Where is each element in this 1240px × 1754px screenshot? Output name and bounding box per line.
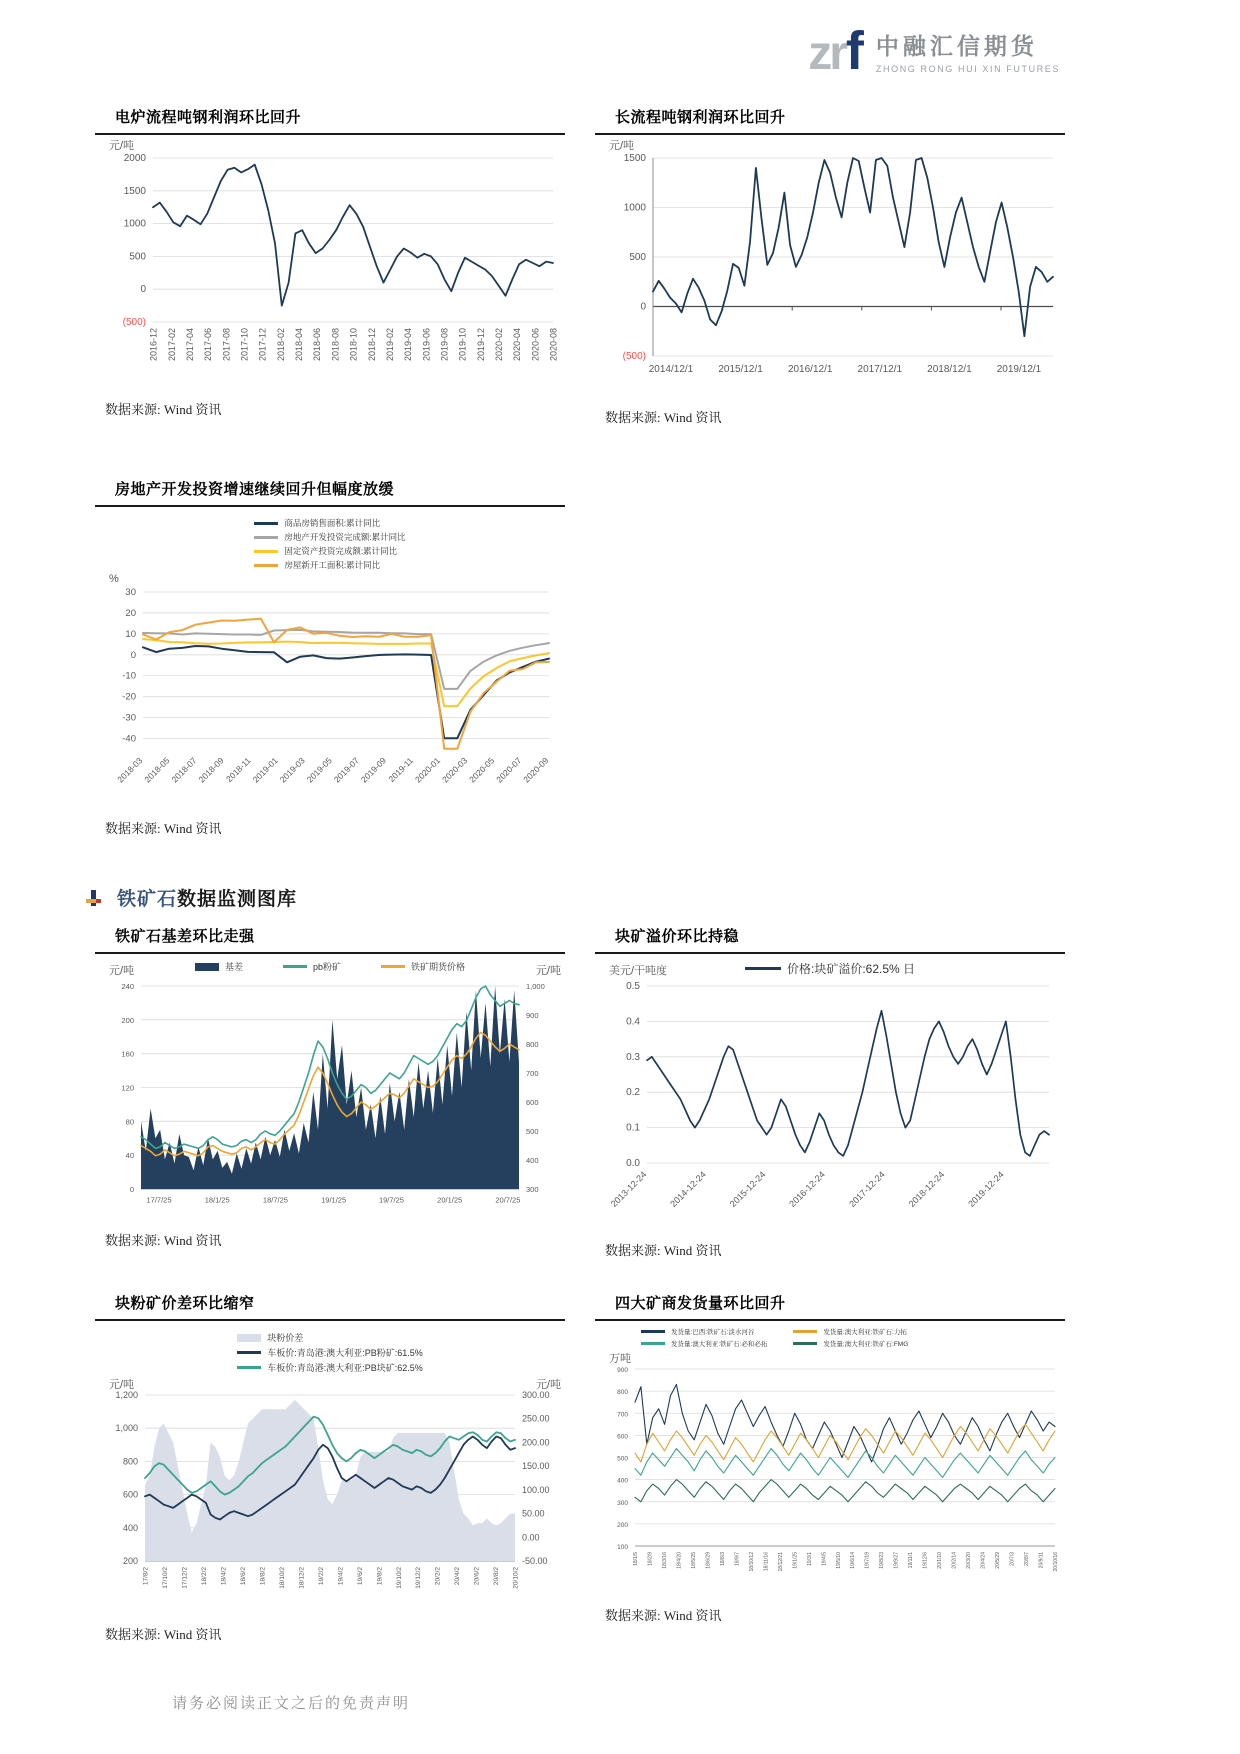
legend-swatch [254, 564, 278, 567]
svg-text:20/7/25: 20/7/25 [495, 1195, 521, 1205]
svg-text:2018-12: 2018-12 [366, 328, 377, 362]
svg-text:18/7/25: 18/7/25 [262, 1195, 288, 1205]
svg-text:2019-10: 2019-10 [457, 328, 468, 362]
svg-text:2018/12/1: 2018/12/1 [927, 364, 972, 375]
chart-canvas-lump-premium [595, 978, 1065, 1223]
svg-text:2019-04: 2019-04 [403, 328, 414, 362]
unit-row [95, 571, 565, 586]
svg-text:19/12/6: 19/12/6 [922, 1552, 929, 1569]
legend-item [195, 960, 243, 973]
data-source-label: 数据来源: Wind 资讯 [605, 410, 722, 425]
svg-text:-40: -40 [122, 733, 136, 745]
svg-text:2017-10: 2017-10 [239, 328, 250, 362]
svg-text:20: 20 [125, 607, 136, 619]
legend-item [254, 517, 380, 529]
chart-canvas-electric-furnace-profit [95, 150, 565, 382]
svg-text:0: 0 [640, 301, 646, 313]
svg-text:300: 300 [617, 1499, 628, 1507]
chart-canvas-lump-fines-spread [95, 1389, 565, 1607]
chart-title-long-process-profit: 长流程吨钢利润环比回升 [595, 106, 1065, 135]
svg-text:18/4/20: 18/4/20 [676, 1552, 683, 1569]
section-title-rest: 数据监测图库 [177, 889, 298, 910]
svg-text:1,000: 1,000 [526, 982, 545, 991]
svg-text:100: 100 [617, 1544, 628, 1551]
legend-swatch [381, 965, 405, 968]
svg-text:200: 200 [617, 1521, 628, 1529]
svg-text:600: 600 [122, 1489, 138, 1500]
logo-mark [808, 21, 864, 81]
svg-text:30: 30 [125, 587, 136, 598]
svg-text:2018-03: 2018-03 [115, 755, 145, 785]
chart-head [595, 960, 1065, 978]
svg-text:-50.00: -50.00 [522, 1556, 548, 1566]
svg-text:19/4/5: 19/4/5 [821, 1552, 828, 1566]
svg-text:1500: 1500 [623, 153, 646, 164]
svg-text:19/3/1: 19/3/1 [806, 1552, 813, 1566]
chart-legend [95, 960, 565, 973]
svg-text:18/6/2: 18/6/2 [239, 1567, 247, 1586]
chart-block-iron-ore-basis [95, 925, 565, 1249]
legend-swatch [283, 965, 307, 968]
svg-text:1000: 1000 [123, 218, 146, 230]
svg-text:2017-12-24: 2017-12-24 [847, 1169, 887, 1209]
unit-row [95, 135, 565, 150]
svg-text:20/2/14: 20/2/14 [951, 1552, 958, 1569]
svg-text:500: 500 [617, 1455, 628, 1463]
unit-left-label: 元/吨 [109, 965, 135, 977]
svg-text:20/1/10: 20/1/10 [937, 1552, 944, 1569]
svg-text:2015-12-24: 2015-12-24 [727, 1169, 768, 1209]
chart-block-lump-premium [595, 925, 1065, 1259]
svg-text:18/2/2: 18/2/2 [201, 1567, 209, 1586]
svg-text:18/12/21: 18/12/21 [777, 1552, 784, 1572]
svg-text:250.00: 250.00 [522, 1413, 550, 1424]
svg-text:19/8/23: 19/8/23 [879, 1552, 886, 1569]
svg-text:2018-08: 2018-08 [330, 328, 341, 362]
legend-swatch [237, 1351, 261, 1354]
svg-text:2019-03: 2019-03 [277, 755, 307, 785]
svg-text:0.4: 0.4 [626, 1016, 640, 1028]
legend-item [745, 960, 915, 977]
svg-text:2019-05: 2019-05 [304, 755, 334, 785]
svg-text:20/2/2: 20/2/2 [434, 1567, 442, 1586]
legend-item [641, 1339, 767, 1348]
svg-text:-20: -20 [122, 691, 136, 703]
svg-text:900: 900 [526, 1011, 539, 1020]
svg-text:20/4/2: 20/4/2 [454, 1567, 462, 1586]
legend-swatch [793, 1330, 817, 1333]
svg-text:0: 0 [140, 284, 146, 296]
legend-swatch [254, 550, 278, 553]
legend-swatch [254, 536, 278, 539]
legend-label: 商品房销售面积:累计同比 [284, 518, 381, 528]
svg-text:400: 400 [617, 1477, 628, 1485]
svg-text:20/10/2: 20/10/2 [512, 1567, 520, 1589]
legend-item [254, 545, 397, 557]
legend-label: 发货量:巴西:铁矿石:淡水河谷 [671, 1329, 755, 1336]
chart-title-lump-premium: 块矿溢价环比持稳 [595, 925, 1065, 954]
chart-block-electric-furnace-profit [95, 106, 565, 418]
svg-text:2018-10: 2018-10 [348, 328, 359, 362]
svg-text:2019-02: 2019-02 [384, 328, 395, 362]
svg-text:200.00: 200.00 [522, 1437, 550, 1448]
svg-text:2020-04: 2020-04 [512, 328, 523, 362]
svg-text:2019-12: 2019-12 [475, 328, 486, 362]
svg-text:18/5/25: 18/5/25 [690, 1552, 697, 1569]
svg-text:19/7/19: 19/7/19 [864, 1552, 871, 1569]
svg-text:2019/12/1: 2019/12/1 [996, 364, 1042, 375]
svg-text:1,000: 1,000 [115, 1423, 138, 1434]
svg-text:2019-12-24: 2019-12-24 [966, 1169, 1006, 1209]
svg-text:-30: -30 [122, 712, 136, 724]
svg-text:500: 500 [526, 1127, 539, 1136]
svg-text:600: 600 [526, 1098, 539, 1107]
svg-text:500: 500 [629, 252, 646, 263]
svg-text:17/7/25: 17/7/25 [146, 1195, 172, 1205]
unit-row [95, 1374, 565, 1389]
legend-label: 价格:块矿溢价:62.5% 日 [786, 962, 916, 976]
svg-text:2019-09: 2019-09 [358, 755, 389, 785]
footer-disclaimer: 请务必阅读正文之后的免责声明 [172, 1696, 411, 1712]
data-source-label: 数据来源: Wind 资讯 [105, 402, 222, 417]
svg-text:2020-01: 2020-01 [413, 755, 443, 785]
svg-text:2017-02: 2017-02 [166, 328, 177, 362]
svg-text:240: 240 [121, 982, 134, 991]
svg-text:19/4/2: 19/4/2 [337, 1567, 345, 1586]
svg-text:0.2: 0.2 [626, 1087, 640, 1099]
svg-text:400: 400 [526, 1156, 539, 1165]
svg-text:(500): (500) [622, 351, 646, 362]
data-source-label: 数据来源: Wind 资讯 [605, 1243, 722, 1258]
svg-text:700: 700 [526, 1069, 539, 1078]
svg-text:0.0: 0.0 [626, 1158, 640, 1169]
svg-text:18/8/3: 18/8/3 [719, 1552, 726, 1566]
legend-label: 基差 [224, 962, 243, 972]
svg-text:20/10/16: 20/10/16 [1053, 1552, 1059, 1572]
section-header-iron-ore [86, 884, 297, 911]
legend-label: 发货量:澳大利亚:铁矿石:FMG [823, 1341, 909, 1348]
svg-text:18/9/7: 18/9/7 [734, 1552, 741, 1566]
chart-title-four-miners-shipments: 四大矿商发货量环比回升 [595, 1292, 1065, 1321]
svg-text:2019-01: 2019-01 [250, 755, 280, 785]
svg-text:900: 900 [617, 1367, 628, 1374]
legend-swatch [237, 1334, 261, 1342]
svg-text:300.00: 300.00 [522, 1390, 550, 1400]
chart-canvas-four-miners-shipments [595, 1363, 1065, 1588]
svg-text:80: 80 [125, 1117, 134, 1127]
svg-text:2000: 2000 [123, 153, 146, 164]
logo-f-text: f [845, 21, 864, 81]
svg-text:18/12/2: 18/12/2 [298, 1567, 306, 1589]
svg-text:500: 500 [129, 251, 146, 263]
svg-text:(500): (500) [122, 317, 146, 328]
svg-text:2020-05: 2020-05 [467, 755, 497, 785]
svg-text:100.00: 100.00 [522, 1484, 550, 1495]
chart-block-four-miners-shipments [595, 1292, 1065, 1624]
svg-text:160: 160 [121, 1049, 134, 1059]
chart-block-real-estate-investment [95, 478, 565, 837]
unit-row [595, 1348, 1065, 1363]
svg-text:2020-09: 2020-09 [521, 755, 551, 785]
svg-text:19/1/25: 19/1/25 [321, 1195, 347, 1205]
svg-text:19/5/10: 19/5/10 [835, 1552, 842, 1569]
svg-text:20/4/24: 20/4/24 [980, 1552, 987, 1569]
company-name-cn: 中融汇信期货 [875, 33, 1038, 59]
svg-text:2018-06: 2018-06 [312, 328, 323, 362]
svg-text:2016-12-24: 2016-12-24 [787, 1169, 827, 1209]
legend-item [793, 1339, 908, 1348]
legend-item [237, 1346, 423, 1359]
legend-item [283, 960, 341, 973]
svg-text:-10: -10 [122, 670, 136, 682]
svg-text:2020-06: 2020-06 [530, 328, 541, 362]
svg-text:18/10/12: 18/10/12 [748, 1552, 755, 1572]
legend-swatch [237, 1366, 261, 1369]
unit-right-label: 元/吨 [535, 965, 561, 977]
legend-item [254, 559, 380, 571]
svg-text:19/1/25: 19/1/25 [792, 1552, 799, 1569]
unit-row [595, 135, 1065, 150]
legend-label: 块粉价差 [267, 1333, 304, 1343]
svg-text:2020-02: 2020-02 [494, 328, 505, 362]
svg-text:800: 800 [122, 1456, 138, 1467]
unit-left-label: 美元/干吨度 [609, 965, 668, 977]
svg-text:2017-06: 2017-06 [203, 328, 214, 362]
unit-left-label: 元/吨 [609, 140, 635, 152]
legend-label: 固定资产投资完成额:累计同比 [284, 546, 398, 556]
svg-text:18/1/25: 18/1/25 [204, 1195, 230, 1205]
chart-title-iron-ore-basis: 铁矿石基差环比走强 [95, 925, 565, 954]
svg-text:2014/12/1: 2014/12/1 [648, 364, 694, 375]
legend-label: 车板价:青岛港:澳大利亚:PB块矿:62.5% [267, 1363, 423, 1373]
logo-zr-text: zr [808, 27, 845, 80]
svg-text:0.00: 0.00 [522, 1532, 540, 1543]
svg-text:1000: 1000 [623, 202, 646, 214]
svg-text:19/12/2: 19/12/2 [415, 1567, 423, 1589]
chart-title-electric-furnace-profit: 电炉流程吨钢利润环比回升 [95, 106, 565, 135]
svg-text:20/3/20: 20/3/20 [966, 1552, 973, 1569]
svg-text:400: 400 [122, 1522, 138, 1533]
svg-text:2016/12/1: 2016/12/1 [787, 364, 833, 375]
legend-item [793, 1327, 908, 1336]
svg-text:18/1/5: 18/1/5 [633, 1552, 639, 1566]
legend-item [641, 1327, 767, 1336]
svg-text:19/7/25: 19/7/25 [378, 1195, 404, 1205]
svg-text:2018-09: 2018-09 [196, 755, 226, 785]
svg-text:800: 800 [526, 1040, 539, 1049]
chart-block-lump-fines-spread [95, 1292, 565, 1643]
svg-text:20/6/2: 20/6/2 [473, 1567, 481, 1586]
svg-text:17/12/2: 17/12/2 [181, 1567, 189, 1589]
svg-text:18/6/29: 18/6/29 [705, 1552, 712, 1569]
svg-text:20/7/3: 20/7/3 [1009, 1552, 1016, 1566]
chart-block-long-process-profit [595, 106, 1065, 426]
company-logo [808, 21, 1060, 81]
svg-text:2017/12/1: 2017/12/1 [857, 364, 903, 375]
svg-text:40: 40 [125, 1151, 134, 1161]
svg-text:20/8/2: 20/8/2 [493, 1567, 501, 1586]
svg-text:2017-04: 2017-04 [184, 328, 195, 362]
svg-text:1,200: 1,200 [115, 1390, 138, 1400]
svg-text:2018-05: 2018-05 [142, 755, 172, 785]
section-title [117, 884, 297, 911]
svg-text:19/6/14: 19/6/14 [850, 1552, 857, 1569]
svg-text:200: 200 [121, 1015, 134, 1025]
legend-label: 铁矿期货价格 [411, 962, 466, 972]
unit-left-label: 元/吨 [109, 1379, 135, 1391]
legend-label: pb粉矿 [312, 962, 341, 972]
svg-text:2017-12: 2017-12 [257, 328, 268, 362]
chart-title-lump-fines-spread: 块粉矿价差环比缩窄 [95, 1292, 565, 1321]
svg-text:20/9/11: 20/9/11 [1038, 1552, 1045, 1569]
legend-item [254, 531, 405, 543]
company-name-en: ZHONG RONG HUI XIN FUTURES [875, 64, 1060, 74]
svg-text:18/10/2: 18/10/2 [278, 1567, 286, 1589]
chart-legend [641, 1327, 1059, 1348]
svg-text:2019-11: 2019-11 [386, 755, 416, 785]
svg-text:600: 600 [617, 1433, 628, 1441]
legend-swatch [793, 1342, 817, 1345]
legend-label: 发货量:澳大利亚:铁矿石:必和必拓 [671, 1341, 768, 1348]
legend-swatch [641, 1342, 665, 1345]
svg-text:2019-07: 2019-07 [331, 755, 361, 785]
svg-text:2020-03: 2020-03 [440, 755, 470, 785]
svg-text:0.5: 0.5 [626, 981, 640, 992]
svg-text:19/2/2: 19/2/2 [317, 1567, 325, 1586]
svg-text:2014-12-24: 2014-12-24 [668, 1169, 708, 1209]
svg-text:20/1/25: 20/1/25 [437, 1195, 463, 1205]
legend-label: 车板价:青岛港:澳大利亚:PB粉矿:61.5% [267, 1348, 423, 1358]
svg-text:0: 0 [130, 649, 136, 661]
unit-right-label: 元/吨 [535, 1379, 561, 1391]
svg-text:20/5/29: 20/5/29 [995, 1552, 1002, 1569]
svg-text:2018-02: 2018-02 [275, 328, 286, 362]
svg-text:700: 700 [617, 1411, 628, 1419]
legend-item [237, 1361, 423, 1374]
svg-text:300: 300 [526, 1185, 539, 1194]
svg-text:120: 120 [121, 1083, 134, 1093]
section-title-highlight: 铁矿石 [117, 889, 178, 910]
svg-text:150.00: 150.00 [522, 1461, 550, 1472]
unit-left-label: % [109, 573, 119, 585]
legend-label: 房屋新开工面积:累计同比 [284, 560, 381, 570]
data-source-label: 数据来源: Wind 资讯 [605, 1608, 722, 1623]
legend-label: 房地产开发投资完成额:累计同比 [284, 532, 406, 542]
section-bullet-icon [86, 890, 101, 906]
svg-text:2019-08: 2019-08 [439, 328, 450, 362]
legend-item [381, 960, 465, 973]
legend-swatch [745, 967, 781, 970]
svg-text:17/10/2: 17/10/2 [162, 1567, 170, 1589]
unit-left-label: 元/吨 [109, 140, 135, 152]
data-source-label: 数据来源: Wind 资讯 [105, 1627, 222, 1642]
chart-head [95, 960, 565, 978]
chart-canvas-iron-ore-basis [95, 978, 565, 1213]
svg-text:19/11/1: 19/11/1 [908, 1552, 915, 1569]
svg-text:0.3: 0.3 [626, 1051, 640, 1063]
svg-text:19/6/2: 19/6/2 [356, 1567, 364, 1586]
svg-text:1500: 1500 [123, 185, 146, 197]
legend-label: 发货量:澳大利亚:铁矿石:力拓 [823, 1329, 907, 1336]
svg-text:10: 10 [125, 628, 136, 640]
legend-swatch [641, 1330, 665, 1333]
svg-text:200: 200 [122, 1556, 138, 1566]
svg-text:2020-07: 2020-07 [494, 755, 524, 785]
svg-text:800: 800 [617, 1389, 628, 1397]
chart-title-real-estate-investment: 房地产开发投资增速继续回升但幅度放缓 [95, 478, 565, 507]
svg-text:50.00: 50.00 [522, 1508, 545, 1519]
chart-legend [237, 1331, 423, 1374]
svg-text:18/4/2: 18/4/2 [220, 1567, 228, 1586]
svg-text:19/9/27: 19/9/27 [893, 1552, 900, 1569]
svg-text:2015/12/1: 2015/12/1 [718, 364, 763, 375]
svg-text:18/8/2: 18/8/2 [259, 1567, 267, 1586]
chart-legend [254, 517, 405, 571]
legend-swatch [195, 963, 219, 971]
unit-left-label: 万吨 [609, 1353, 631, 1365]
svg-text:19/10/2: 19/10/2 [395, 1567, 403, 1589]
svg-text:2018-04: 2018-04 [294, 328, 305, 362]
svg-text:2016-12: 2016-12 [148, 328, 159, 362]
svg-text:20/8/7: 20/8/7 [1024, 1552, 1031, 1566]
svg-text:0: 0 [129, 1185, 134, 1194]
svg-text:2018-11: 2018-11 [223, 755, 253, 785]
data-source-label: 数据来源: Wind 资讯 [105, 821, 222, 836]
svg-text:2013-12-24: 2013-12-24 [608, 1169, 649, 1209]
svg-text:18/11/16: 18/11/16 [763, 1552, 770, 1572]
legend-swatch [254, 522, 278, 525]
svg-text:2018-07: 2018-07 [169, 755, 199, 785]
svg-text:2018-12-24: 2018-12-24 [906, 1169, 947, 1209]
chart-canvas-real-estate-investment [95, 586, 565, 801]
svg-text:2019-06: 2019-06 [421, 328, 432, 362]
svg-text:2017-08: 2017-08 [221, 328, 232, 362]
svg-text:18/2/9: 18/2/9 [647, 1552, 654, 1566]
logo-text [876, 28, 1060, 74]
data-source-label: 数据来源: Wind 资讯 [105, 1233, 222, 1248]
legend-item [237, 1331, 303, 1344]
svg-text:18/3/16: 18/3/16 [661, 1552, 668, 1569]
svg-text:17/8/2: 17/8/2 [142, 1567, 150, 1586]
chart-canvas-long-process-profit [595, 150, 1065, 390]
svg-text:2020-08: 2020-08 [548, 328, 559, 362]
svg-text:19/8/2: 19/8/2 [376, 1567, 384, 1586]
svg-text:0.1: 0.1 [626, 1122, 640, 1134]
